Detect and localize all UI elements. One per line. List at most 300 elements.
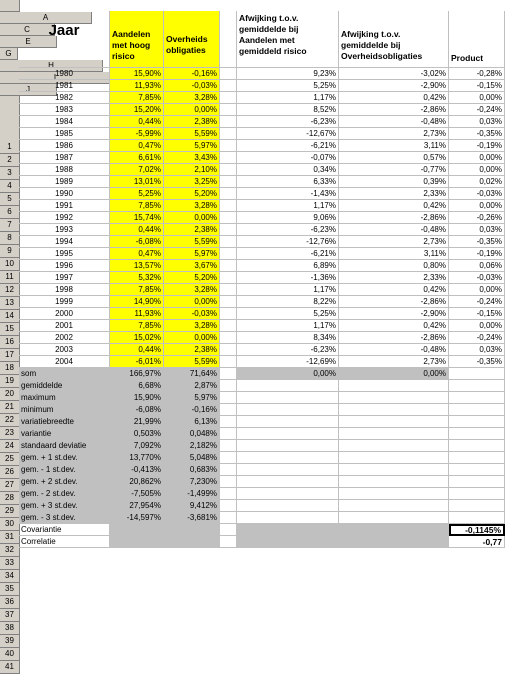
cell-stat-label[interactable]: minimum [19,404,110,416]
column-header-i[interactable]: I [0,72,111,84]
select-all-corner[interactable] [0,0,20,12]
cell-e1-overheid-header[interactable]: Overheids obligaties [164,11,220,68]
cell-aandelen-value[interactable]: 0,47% [110,248,164,260]
cell-empty-c41[interactable] [110,536,164,548]
cell-afwijking-aandelen[interactable]: -6,21% [237,248,339,260]
cell-empty[interactable] [449,428,505,440]
row-header-1[interactable]: 1 [0,96,20,154]
cell-year[interactable]: 2004 [19,356,110,368]
cell-empty-e40[interactable] [164,524,220,536]
cell-afwijking-aandelen[interactable]: -6,21% [237,140,339,152]
cell-empty[interactable] [339,488,449,500]
cell-empty-g[interactable] [220,80,237,92]
cell-empty[interactable] [220,476,237,488]
cell-stat-label[interactable]: maximum [19,392,110,404]
cell-empty[interactable] [339,476,449,488]
row-header-23[interactable]: 23 [0,427,20,440]
cell-afwijking-aandelen[interactable]: 8,52% [237,104,339,116]
row-header-7[interactable]: 7 [0,219,20,232]
cell-product[interactable]: 0,00% [449,200,505,212]
cell-empty-g[interactable] [220,176,237,188]
cell-overheid-value[interactable]: 3,28% [164,92,220,104]
cell-afwijking-aandelen[interactable]: 1,17% [237,320,339,332]
row-header-24[interactable]: 24 [0,440,20,453]
cell-aandelen-value[interactable]: 7,85% [110,200,164,212]
row-header-14[interactable]: 14 [0,310,20,323]
row-header-20[interactable]: 20 [0,388,20,401]
cell-aandelen-value[interactable]: 7,85% [110,284,164,296]
cell-overheid-value[interactable]: 0,00% [164,332,220,344]
column-header-g[interactable]: G [0,48,18,60]
cell-product[interactable]: 0,03% [449,116,505,128]
row-header-17[interactable]: 17 [0,349,20,362]
cell-stat-overheid[interactable]: -1,499% [164,488,220,500]
cell-product[interactable]: -0,03% [449,272,505,284]
cell-year[interactable]: 1985 [19,128,110,140]
cell-afwijking-aandelen[interactable]: 8,22% [237,296,339,308]
cell-afwijking-overheid[interactable]: -0,77% [339,164,449,176]
cell-empty-g[interactable] [220,212,237,224]
row-header-31[interactable]: 31 [0,531,20,544]
cell-empty-g[interactable] [220,68,237,80]
cell-year[interactable]: 1982 [19,92,110,104]
cell-year[interactable]: 1987 [19,152,110,164]
cell-stat-aandelen[interactable]: 20,862% [110,476,164,488]
cell-stat-aandelen[interactable]: -7,505% [110,488,164,500]
cell-afwijking-aandelen[interactable]: -12,67% [237,128,339,140]
cell-empty-i40[interactable] [339,524,449,536]
cell-empty-g[interactable] [220,320,237,332]
cell-stat-aandelen[interactable]: -0,413% [110,464,164,476]
cell-overheid-value[interactable]: 3,28% [164,284,220,296]
cell-empty-g[interactable] [220,308,237,320]
cell-afwijking-overheid[interactable]: 2,73% [339,128,449,140]
cell-h1-afwijking-aandelen-header[interactable]: Afwijking t.o.v. gemiddelde bij Aandelen met gemiddeld risico [237,11,339,68]
cell-empty[interactable] [220,512,237,524]
row-header-16[interactable]: 16 [0,336,20,349]
cell-product[interactable]: -0,15% [449,80,505,92]
cell-afwijking-overheid[interactable]: -2,86% [339,332,449,344]
cell-empty[interactable] [237,464,339,476]
cell-afwijking-aandelen[interactable]: 9,23% [237,68,339,80]
cell-product[interactable]: 0,03% [449,344,505,356]
cell-product[interactable]: -0,24% [449,296,505,308]
cell-empty[interactable] [237,416,339,428]
cell-overheid-value[interactable]: 2,38% [164,116,220,128]
cell-aandelen-value[interactable]: 6,61% [110,152,164,164]
cell-stat-aandelen[interactable]: 7,092% [110,440,164,452]
cell-g1[interactable] [220,11,237,68]
cell-stat-aandelen[interactable]: -14,597% [110,512,164,524]
cell-empty[interactable] [237,428,339,440]
row-header-35[interactable]: 35 [0,583,20,596]
cell-afwijking-overheid[interactable]: -2,86% [339,296,449,308]
cell-overheid-value[interactable]: 3,67% [164,260,220,272]
cell-afwijking-aandelen[interactable]: 1,17% [237,92,339,104]
column-header-e[interactable]: E [0,36,57,48]
cell-empty[interactable] [339,404,449,416]
cell-product[interactable]: -0,03% [449,188,505,200]
cell-empty-g[interactable] [220,164,237,176]
cell-overheid-value[interactable]: -0,03% [164,308,220,320]
cell-year[interactable]: 1981 [19,80,110,92]
row-header-13[interactable]: 13 [0,297,20,310]
cell-year[interactable]: 2003 [19,344,110,356]
cell-afwijking-aandelen[interactable]: 1,17% [237,284,339,296]
cell-product[interactable]: -0,35% [449,236,505,248]
cell-product[interactable]: 0,02% [449,176,505,188]
cell-empty-g[interactable] [220,296,237,308]
row-header-19[interactable]: 19 [0,375,20,388]
cell-empty-g40[interactable] [220,524,237,536]
cell-stat-aandelen[interactable]: -6,08% [110,404,164,416]
cell-afwijking-overheid[interactable]: 2,33% [339,188,449,200]
cell-empty[interactable] [339,500,449,512]
cell-empty-g[interactable] [220,356,237,368]
cell-empty-c40[interactable] [110,524,164,536]
cell-empty[interactable] [339,464,449,476]
cell-product[interactable]: -0,26% [449,212,505,224]
cell-stat-aandelen[interactable]: 21,99% [110,416,164,428]
cell-afwijking-overheid[interactable]: -3,02% [339,68,449,80]
cell-product[interactable]: -0,19% [449,140,505,152]
cell-empty-g[interactable] [220,92,237,104]
cell-product[interactable]: 0,03% [449,224,505,236]
cell-overheid-value[interactable]: 5,59% [164,236,220,248]
cell-overheid-value[interactable]: 5,20% [164,188,220,200]
cell-overheid-value[interactable]: 3,25% [164,176,220,188]
cell-afwijking-overheid[interactable]: -2,86% [339,104,449,116]
cell-overheid-value[interactable]: 0,00% [164,296,220,308]
cell-year[interactable]: 1980 [19,68,110,80]
cell-som-aandelen[interactable]: 166,97% [110,368,164,380]
cell-empty[interactable] [220,440,237,452]
cell-afwijking-overheid[interactable]: 0,42% [339,320,449,332]
cell-aandelen-value[interactable]: 14,90% [110,296,164,308]
cell-afwijking-aandelen[interactable]: -12,69% [237,356,339,368]
cell-aandelen-value[interactable]: 15,90% [110,68,164,80]
cell-correlatie-label[interactable]: Correlatie [19,536,110,548]
cell-overheid-value[interactable]: 2,38% [164,224,220,236]
cell-empty[interactable] [449,488,505,500]
cell-product[interactable]: 0,00% [449,284,505,296]
cell-empty-i41[interactable] [339,536,449,548]
cell-product[interactable]: 0,00% [449,164,505,176]
cell-stat-label[interactable]: gem. + 1 st.dev. [19,452,110,464]
cell-aandelen-value[interactable]: 5,25% [110,188,164,200]
cell-afwijking-aandelen[interactable]: 5,25% [237,308,339,320]
cell-afwijking-aandelen[interactable]: 5,25% [237,80,339,92]
cell-year[interactable]: 2002 [19,332,110,344]
cell-afwijking-overheid[interactable]: 0,57% [339,152,449,164]
cell-empty[interactable] [220,488,237,500]
row-header-21[interactable]: 21 [0,401,20,414]
cell-year[interactable]: 1994 [19,236,110,248]
cell-product[interactable]: -0,24% [449,104,505,116]
cell-empty[interactable] [449,452,505,464]
cell-stat-aandelen[interactable]: 27,954% [110,500,164,512]
cell-empty[interactable] [449,476,505,488]
cell-empty[interactable] [220,428,237,440]
cell-a1-jaar-header[interactable]: Jaar [19,11,110,68]
cell-aandelen-value[interactable]: 0,44% [110,344,164,356]
cell-stat-label[interactable]: standaard deviatie [19,440,110,452]
cell-stat-label[interactable]: gem. + 3 st.dev. [19,500,110,512]
cell-empty[interactable] [220,380,237,392]
cell-afwijking-aandelen[interactable]: -6,23% [237,344,339,356]
cell-aandelen-value[interactable]: 15,74% [110,212,164,224]
cell-afwijking-overheid[interactable]: 3,11% [339,140,449,152]
cell-empty[interactable] [339,428,449,440]
row-header-11[interactable]: 11 [0,271,20,284]
cell-empty-g[interactable] [220,128,237,140]
cell-empty[interactable] [220,464,237,476]
cell-overheid-value[interactable]: 5,59% [164,356,220,368]
cell-product[interactable]: -0,15% [449,308,505,320]
cell-stat-overheid[interactable]: 6,13% [164,416,220,428]
cell-afwijking-overheid[interactable]: 0,39% [339,176,449,188]
cell-afwijking-aandelen[interactable]: -0,07% [237,152,339,164]
cell-empty[interactable] [237,404,339,416]
cell-year[interactable]: 1993 [19,224,110,236]
cell-year[interactable]: 1990 [19,188,110,200]
cell-empty[interactable] [449,392,505,404]
cell-overheid-value[interactable]: 5,59% [164,128,220,140]
cell-empty[interactable] [339,452,449,464]
cell-aandelen-value[interactable]: 13,57% [110,260,164,272]
cell-aandelen-value[interactable]: 7,85% [110,92,164,104]
cell-aandelen-value[interactable]: 11,93% [110,80,164,92]
cell-aandelen-value[interactable]: 13,01% [110,176,164,188]
cell-empty[interactable] [237,476,339,488]
cell-year[interactable]: 2001 [19,320,110,332]
cell-empty[interactable] [237,500,339,512]
cell-stat-label[interactable]: gem. - 2 st.dev. [19,488,110,500]
cell-afwijking-overheid[interactable]: 0,80% [339,260,449,272]
cell-year[interactable]: 2000 [19,308,110,320]
cell-empty[interactable] [449,500,505,512]
cell-stat-label[interactable]: gem. - 1 st.dev. [19,464,110,476]
cell-empty[interactable] [449,440,505,452]
row-header-40[interactable]: 40 [0,648,20,661]
cell-stat-overheid[interactable]: 2,182% [164,440,220,452]
cell-aandelen-value[interactable]: 15,02% [110,332,164,344]
cell-overheid-value[interactable]: -0,03% [164,80,220,92]
cell-aandelen-value[interactable]: 7,02% [110,164,164,176]
cell-empty-g[interactable] [220,260,237,272]
cell-afwijking-overheid[interactable]: -0,48% [339,224,449,236]
cell-empty-g[interactable] [220,248,237,260]
cell-afwijking-overheid[interactable]: 3,11% [339,248,449,260]
row-header-33[interactable]: 33 [0,557,20,570]
cell-stat-overheid[interactable]: 5,048% [164,452,220,464]
cell-stat-aandelen[interactable]: 0,503% [110,428,164,440]
cell-empty[interactable] [237,392,339,404]
cell-afwijking-overheid[interactable]: 2,33% [339,272,449,284]
cell-afwijking-overheid[interactable]: 0,42% [339,284,449,296]
row-header-28[interactable]: 28 [0,492,20,505]
cell-afwijking-aandelen[interactable]: 9,06% [237,212,339,224]
cell-empty[interactable] [339,416,449,428]
cell-year[interactable]: 1984 [19,116,110,128]
cell-stat-label[interactable]: gem. - 3 st.dev. [19,512,110,524]
cell-empty-g[interactable] [220,224,237,236]
cell-year[interactable]: 1997 [19,272,110,284]
cell-year[interactable]: 1999 [19,296,110,308]
cell-empty[interactable] [237,380,339,392]
row-header-26[interactable]: 26 [0,466,20,479]
cell-afwijking-aandelen[interactable]: -6,23% [237,116,339,128]
cell-afwijking-overheid[interactable]: -0,48% [339,116,449,128]
row-header-2[interactable]: 2 [0,154,20,167]
cell-stat-label[interactable]: gem. + 2 st.dev. [19,476,110,488]
cell-product[interactable]: 0,00% [449,320,505,332]
cell-overheid-value[interactable]: 3,43% [164,152,220,164]
cell-year[interactable]: 1983 [19,104,110,116]
cell-afwijking-aandelen[interactable]: -1,36% [237,272,339,284]
cell-aandelen-value[interactable]: 0,47% [110,140,164,152]
cell-aandelen-value[interactable]: 7,85% [110,320,164,332]
cell-empty[interactable] [220,500,237,512]
cell-overheid-value[interactable]: 0,00% [164,104,220,116]
cell-som-afwijking-aandelen[interactable]: 0,00% [237,368,339,380]
cell-empty[interactable] [449,416,505,428]
cell-j1-product-header[interactable]: Product [449,11,505,68]
cell-aandelen-value[interactable]: 15,20% [110,104,164,116]
cell-som-label[interactable]: som [19,368,110,380]
row-header-10[interactable]: 10 [0,258,20,271]
cell-covariantie-label[interactable]: Covariantie [19,524,110,536]
cell-afwijking-overheid[interactable]: 2,73% [339,236,449,248]
cell-som-overheid[interactable]: 71,64% [164,368,220,380]
cell-afwijking-overheid[interactable]: 2,73% [339,356,449,368]
cell-product[interactable]: -0,19% [449,248,505,260]
cell-covariantie-value[interactable]: -0,1145% [449,524,505,536]
cell-overheid-value[interactable]: 5,97% [164,248,220,260]
cell-empty-g[interactable] [220,140,237,152]
cell-empty[interactable] [237,488,339,500]
cell-aandelen-value[interactable]: 0,44% [110,116,164,128]
cell-empty-g[interactable] [220,200,237,212]
cell-empty-g[interactable] [220,104,237,116]
cell-empty[interactable] [237,512,339,524]
cell-stat-overheid[interactable]: 9,412% [164,500,220,512]
cell-empty[interactable] [339,392,449,404]
cell-empty[interactable] [220,392,237,404]
cell-afwijking-aandelen[interactable]: 0,34% [237,164,339,176]
cell-product[interactable]: -0,28% [449,68,505,80]
cell-afwijking-aandelen[interactable]: 6,89% [237,260,339,272]
cell-afwijking-overheid[interactable]: 0,42% [339,92,449,104]
cell-empty-g[interactable] [220,188,237,200]
row-header-9[interactable]: 9 [0,245,20,258]
cell-stat-aandelen[interactable]: 13,770% [110,452,164,464]
cell-afwijking-overheid[interactable]: -0,48% [339,344,449,356]
cell-year[interactable]: 1998 [19,284,110,296]
cell-stat-overheid[interactable]: 7,230% [164,476,220,488]
cell-stat-aandelen[interactable]: 6,68% [110,380,164,392]
cell-year[interactable]: 1996 [19,260,110,272]
cell-empty[interactable] [449,380,505,392]
cell-i1-afwijking-overheid-header[interactable]: Afwijking t.o.v. gemiddelde bij Overheidsobligaties [339,11,449,68]
cell-aandelen-value[interactable]: -6,08% [110,236,164,248]
cell-empty-j[interactable] [449,368,505,380]
row-header-30[interactable]: 30 [0,518,20,531]
row-header-38[interactable]: 38 [0,622,20,635]
cell-correlatie-value[interactable]: -0,77 [449,536,505,548]
cell-afwijking-overheid[interactable]: 0,42% [339,200,449,212]
row-header-5[interactable]: 5 [0,193,20,206]
cell-empty[interactable] [449,404,505,416]
row-header-34[interactable]: 34 [0,570,20,583]
cell-afwijking-overheid[interactable]: -2,90% [339,80,449,92]
cell-empty[interactable] [339,440,449,452]
cell-year[interactable]: 1989 [19,176,110,188]
cell-overheid-value[interactable]: 2,38% [164,344,220,356]
cell-afwijking-aandelen[interactable]: 6,33% [237,176,339,188]
cell-overheid-value[interactable]: 5,97% [164,140,220,152]
column-header-j[interactable]: J [0,84,57,96]
row-header-22[interactable]: 22 [0,414,20,427]
cell-empty-g[interactable] [220,152,237,164]
cell-stat-label[interactable]: variatiebreedte [19,416,110,428]
cell-stat-label[interactable]: variantie [19,428,110,440]
cell-year[interactable]: 1992 [19,212,110,224]
row-header-32[interactable]: 32 [0,544,20,557]
cell-product[interactable]: 0,00% [449,152,505,164]
cell-empty-h41[interactable] [237,536,339,548]
row-header-4[interactable]: 4 [0,180,20,193]
row-header-8[interactable]: 8 [0,232,20,245]
row-header-41[interactable]: 41 [0,661,20,674]
cell-empty-g[interactable] [220,236,237,248]
cell-afwijking-overheid[interactable]: -2,86% [339,212,449,224]
cell-aandelen-value[interactable]: -5,99% [110,128,164,140]
cell-aandelen-value[interactable]: 0,44% [110,224,164,236]
cell-empty[interactable] [449,464,505,476]
cell-c1-aandelen-header[interactable]: Aandelen met hoog risico [110,11,164,68]
cell-aandelen-value[interactable]: -6,01% [110,356,164,368]
cell-afwijking-aandelen[interactable]: -12,76% [237,236,339,248]
row-header-37[interactable]: 37 [0,609,20,622]
cell-aandelen-value[interactable]: 5,32% [110,272,164,284]
cell-product[interactable]: -0,24% [449,332,505,344]
cell-year[interactable]: 1991 [19,200,110,212]
cell-overheid-value[interactable]: 0,00% [164,212,220,224]
cell-empty[interactable] [220,452,237,464]
row-header-3[interactable]: 3 [0,167,20,180]
row-header-15[interactable]: 15 [0,323,20,336]
cell-afwijking-aandelen[interactable]: -6,23% [237,224,339,236]
cell-year[interactable]: 1986 [19,140,110,152]
cell-stat-overheid[interactable]: 2,87% [164,380,220,392]
cell-stat-overheid[interactable]: 5,97% [164,392,220,404]
cell-empty[interactable] [449,512,505,524]
cell-afwijking-overheid[interactable]: -2,90% [339,308,449,320]
cell-stat-overheid[interactable]: -3,681% [164,512,220,524]
cell-som-afwijking-overheid[interactable]: 0,00% [339,368,449,380]
cell-stat-overheid[interactable]: 0,683% [164,464,220,476]
cell-empty-g[interactable] [220,284,237,296]
cell-afwijking-aandelen[interactable]: -1,43% [237,188,339,200]
cell-empty-g[interactable] [220,272,237,284]
cell-year[interactable]: 1988 [19,164,110,176]
cell-stat-overheid[interactable]: -0,16% [164,404,220,416]
row-header-27[interactable]: 27 [0,479,20,492]
cell-empty-g41[interactable] [220,536,237,548]
cell-empty[interactable] [339,380,449,392]
cell-stat-label[interactable]: gemiddelde [19,380,110,392]
